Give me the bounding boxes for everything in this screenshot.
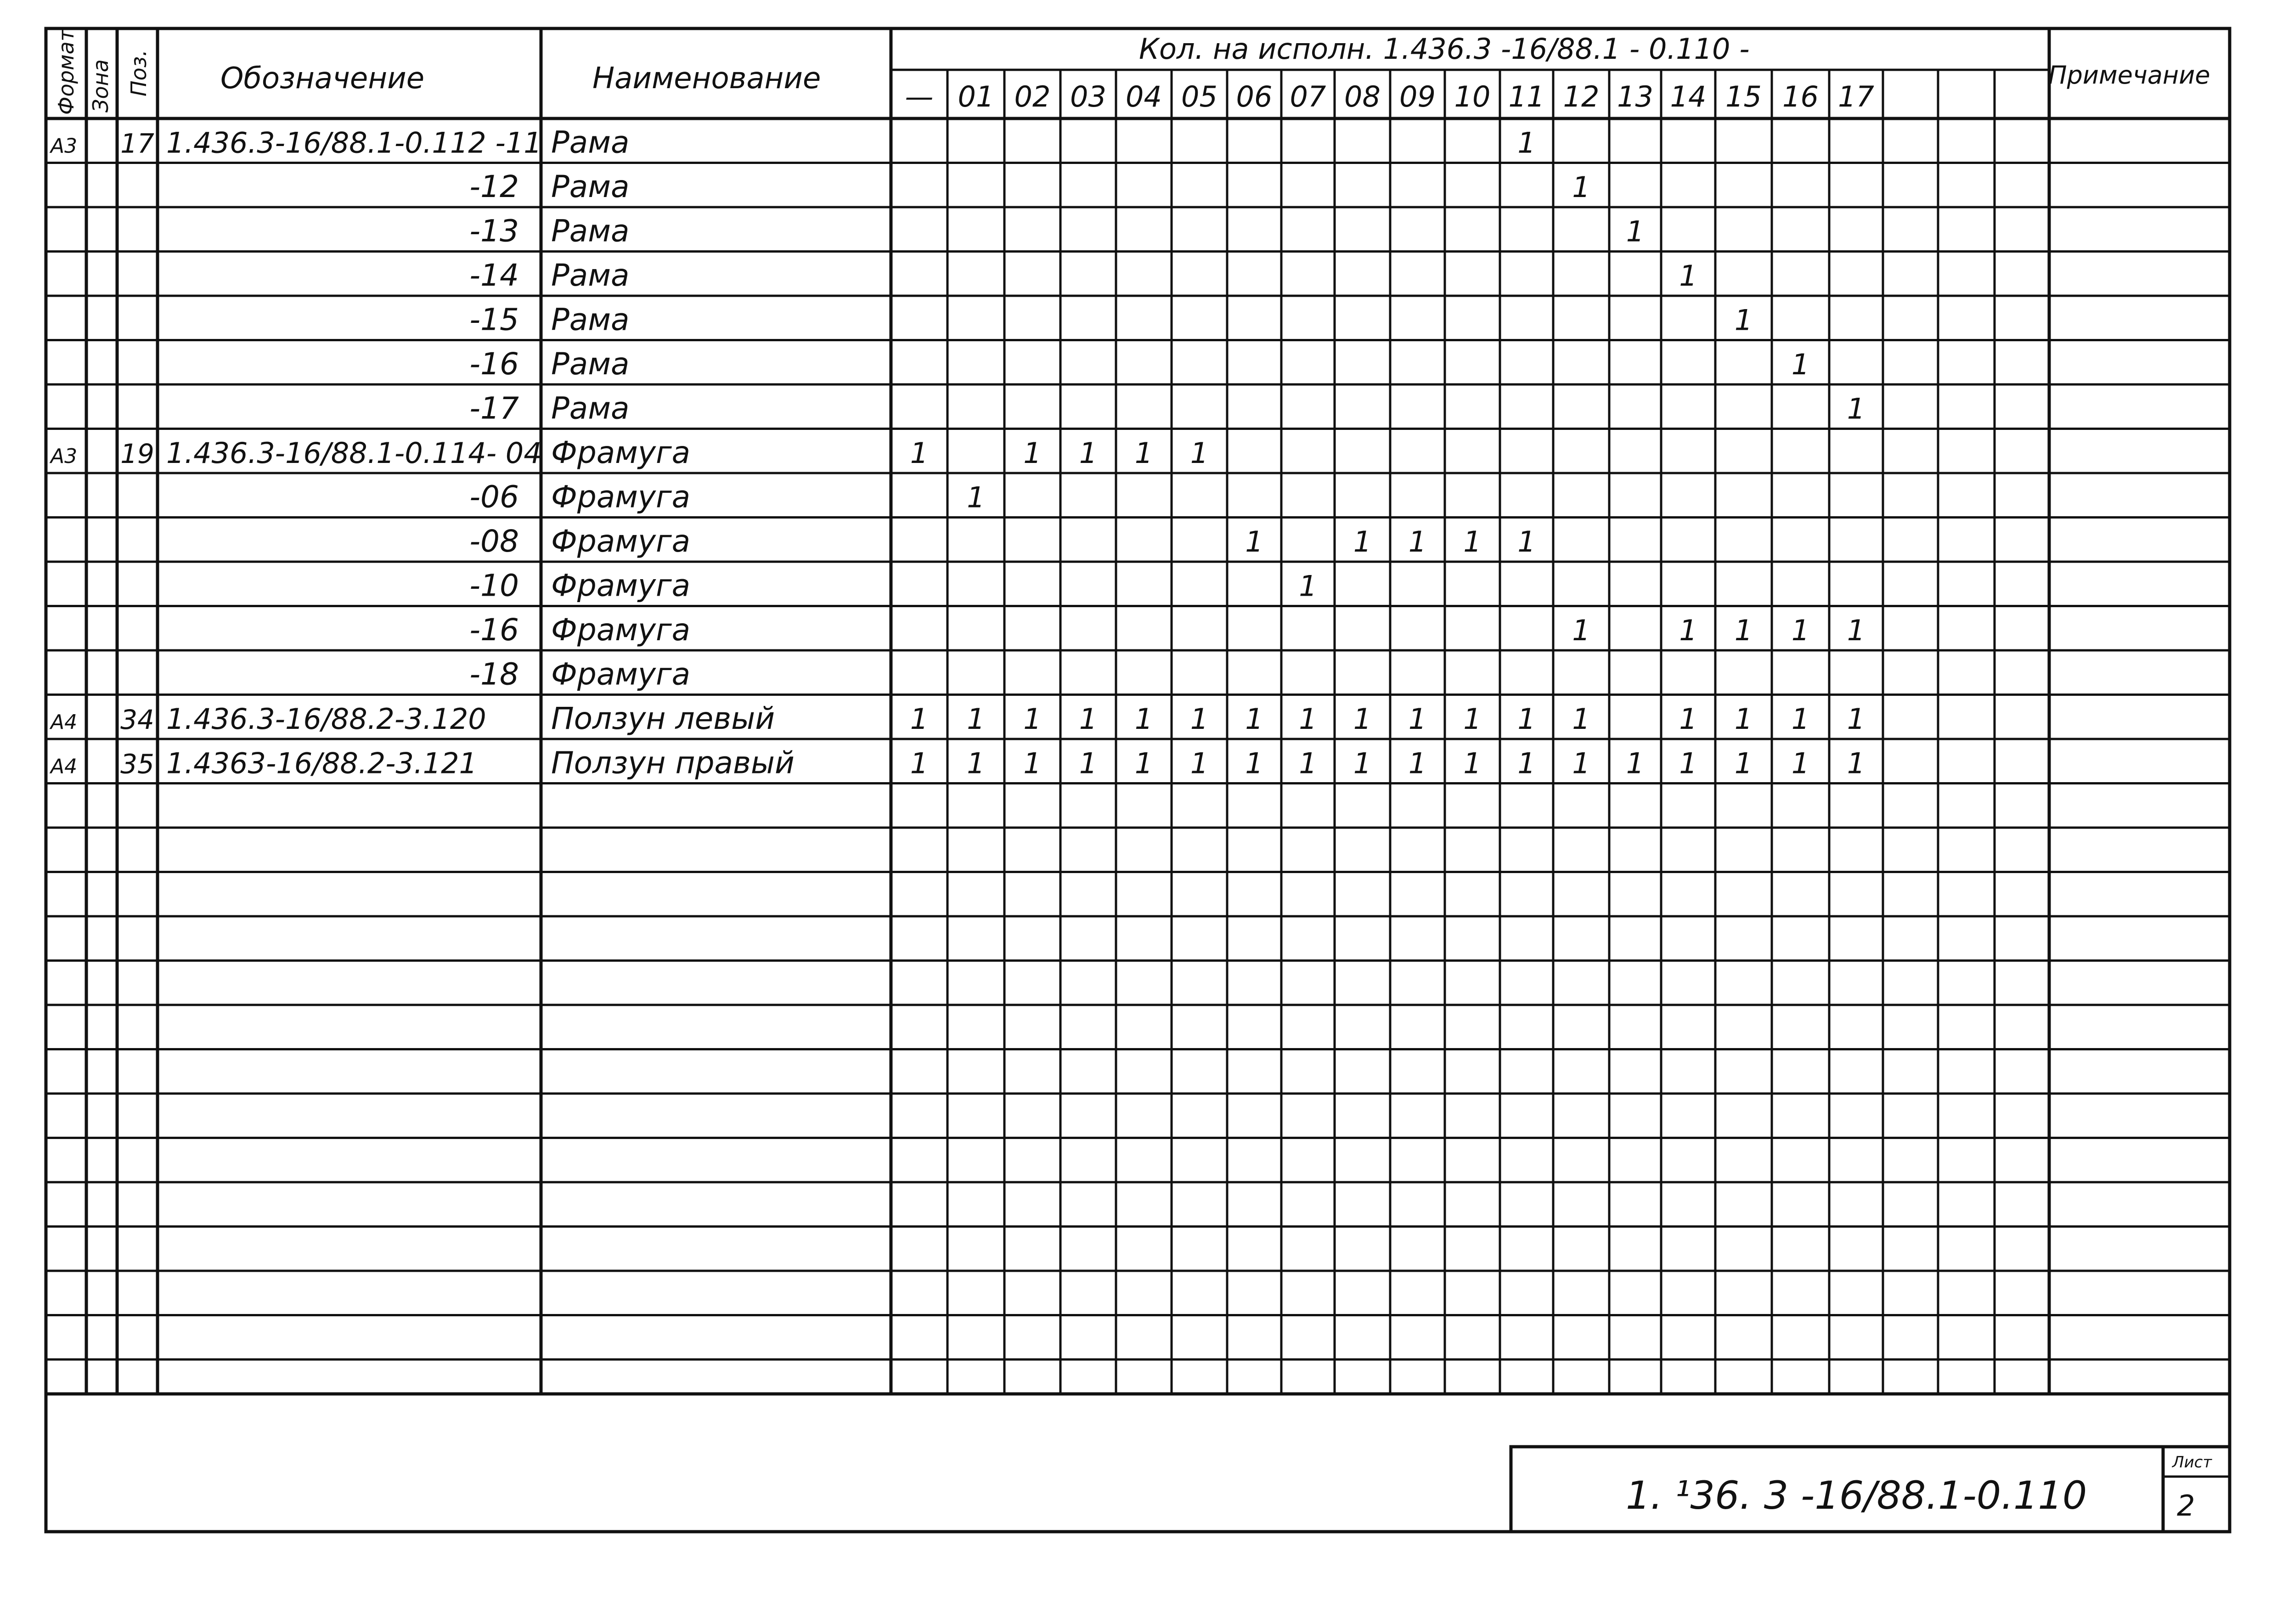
variant-label: 11 [1508, 80, 1545, 113]
row-name: Фрамуга [551, 568, 691, 603]
variant-label: 09 [1399, 80, 1436, 113]
row-format: А4 [51, 710, 78, 734]
row-name: Рама [551, 390, 630, 426]
row-name: Фрамуга [551, 524, 691, 559]
row-name: Рама [551, 346, 630, 382]
qty-cell: 1 [1572, 702, 1590, 736]
qty-cell: 1 [1190, 436, 1209, 470]
qty-cell: 1 [1190, 746, 1209, 780]
table-row [469, 391, 1865, 426]
row-position: 35 [120, 748, 154, 780]
qty-cell: 1 [1572, 614, 1590, 647]
qty-cell: 1 [1626, 214, 1645, 248]
row-name: Рама [551, 124, 630, 160]
row-position: 19 [120, 438, 154, 469]
row-name: Рама [551, 169, 630, 204]
qty-cell: 1 [1791, 348, 1810, 381]
variant-label: 12 [1563, 80, 1600, 113]
row-format: А3 [51, 134, 78, 158]
row-designation-suffix: -08 [469, 524, 519, 559]
qty-cell: 1 [1134, 436, 1153, 470]
qty-cell: 1 [1134, 746, 1153, 780]
row-designation-suffix: -14 [469, 258, 519, 293]
qty-cell: 1 [1299, 702, 1317, 736]
outer-frame [46, 28, 2230, 1532]
row-name: Фрамуга [551, 656, 691, 692]
variant-label: 10 [1454, 80, 1491, 113]
table-row [49, 125, 1536, 160]
row-designation-suffix: -13 [469, 213, 519, 249]
variant-label: 02 [1014, 80, 1051, 113]
qty-cell: 1 [1023, 436, 1042, 470]
table-row [469, 169, 1590, 204]
table-row [469, 214, 1644, 249]
header-zone: Зона [88, 59, 113, 113]
qty-cell: 1 [1023, 702, 1042, 736]
qty-cell: 1 [1299, 569, 1317, 603]
qty-cell: 1 [1734, 303, 1753, 337]
qty-cell: 1 [1679, 259, 1697, 293]
qty-cell: 1 [1847, 392, 1865, 426]
qty-cell: 1 [1734, 614, 1753, 647]
qty-cell: 1 [1791, 746, 1810, 780]
variant-label: 08 [1344, 80, 1381, 113]
table-grid [46, 28, 2230, 1532]
row-designation-suffix: -10 [469, 568, 519, 603]
qty-cell: 1 [1463, 746, 1482, 780]
row-designation: 1.436.3-16/88.1-0.112 -11 [166, 126, 542, 160]
header-pos: Поз. [126, 50, 151, 96]
variant-label: 15 [1725, 80, 1762, 113]
row-position: 34 [120, 704, 154, 735]
row-designation-suffix: -15 [469, 302, 519, 338]
row-name: Рама [551, 302, 630, 338]
sheet-label: Лист [2172, 1453, 2212, 1472]
table-row [469, 258, 1697, 293]
table-row [49, 701, 1865, 736]
header-format: Формат [54, 29, 79, 115]
qty-cell: 1 [1679, 746, 1697, 780]
variant-label: 03 [1070, 80, 1106, 113]
qty-cell: 1 [910, 746, 929, 780]
row-position: 17 [120, 128, 154, 159]
table-row [49, 745, 1865, 781]
qty-cell: 1 [1734, 746, 1753, 780]
table-row [469, 479, 985, 515]
row-designation-suffix: -12 [469, 169, 519, 204]
qty-cell: 1 [1847, 614, 1865, 647]
row-name: Фрамуга [551, 435, 691, 470]
variant-label: 16 [1782, 80, 1819, 113]
variant-label: — [905, 80, 934, 113]
row-name: Фрамуга [551, 612, 691, 648]
table-row [469, 657, 690, 692]
qty-cell: 1 [1190, 702, 1209, 736]
qty-cell: 1 [1791, 702, 1810, 736]
qty-cell: 1 [967, 746, 985, 780]
qty-cell: 1 [1572, 746, 1590, 780]
row-designation-suffix: -06 [469, 479, 519, 515]
qty-cell: 1 [1408, 525, 1427, 558]
table-row [49, 435, 1208, 470]
row-name: Рама [551, 258, 630, 293]
qty-cell: 1 [1023, 746, 1042, 780]
qty-cell: 1 [1517, 126, 1536, 160]
qty-cell: 1 [910, 702, 929, 736]
qty-cell: 1 [1463, 702, 1482, 736]
variant-label: 06 [1236, 80, 1273, 113]
row-designation-suffix: -17 [469, 390, 519, 426]
qty-cell: 1 [1299, 746, 1317, 780]
qty-cell: 1 [1353, 702, 1372, 736]
variant-label: 14 [1670, 80, 1707, 113]
qty-cell: 1 [1847, 702, 1865, 736]
row-designation: 1.436.3-16/88.2-3.120 [166, 702, 486, 736]
qty-cell: 1 [1408, 746, 1427, 780]
row-name: Фрамуга [551, 479, 691, 515]
qty-cell: 1 [1847, 746, 1865, 780]
variant-label: 17 [1838, 80, 1874, 113]
qty-cell: 1 [1572, 170, 1590, 204]
qty-cell: 1 [1353, 746, 1372, 780]
row-designation: 1.436.3-16/88.1-0.114- 04 [166, 436, 542, 470]
sheet-number: 2 [2177, 1489, 2195, 1522]
header-designation: Обозначение [220, 62, 425, 96]
variant-label: 13 [1617, 80, 1653, 113]
qty-cell: 1 [1517, 525, 1536, 558]
table-row [469, 524, 1536, 559]
variant-label: 04 [1126, 80, 1162, 113]
qty-cell: 1 [1791, 614, 1810, 647]
row-designation-suffix: -18 [469, 656, 519, 692]
title-block [1626, 1453, 2212, 1522]
table-row [469, 302, 1753, 338]
qty-cell: 1 [1079, 702, 1098, 736]
row-name: Ползун левый [551, 701, 775, 736]
header-note: Примечание [2048, 61, 2210, 90]
document-number: 1. ¹36. 3 -16/88.1-0.110 [1626, 1473, 2087, 1518]
qty-cell: 1 [1679, 702, 1697, 736]
row-designation: 1.4363-16/88.2-3.121 [166, 746, 478, 780]
qty-cell: 1 [1626, 746, 1645, 780]
qty-cell: 1 [1245, 746, 1263, 780]
qty-cell: 1 [1353, 525, 1372, 558]
row-designation-suffix: -16 [469, 346, 519, 382]
table-row [469, 568, 1317, 603]
table-row [469, 612, 1865, 648]
qty-cell: 1 [1517, 746, 1536, 780]
qty-cell: 1 [910, 436, 929, 470]
row-format: А4 [51, 755, 78, 778]
qty-cell: 1 [1679, 614, 1697, 647]
row-name: Рама [551, 213, 630, 249]
row-designation-suffix: -16 [469, 612, 519, 648]
qty-cell: 1 [1408, 702, 1427, 736]
qty-cell: 1 [967, 702, 985, 736]
qty-cell: 1 [1245, 702, 1263, 736]
table-rows [49, 125, 1865, 781]
qty-cell: 1 [1079, 436, 1098, 470]
header-qty-title: Кол. на исполн. 1.436.3 -16/88.1 - 0.110 - [1139, 32, 1750, 66]
qty-cell: 1 [1734, 702, 1753, 736]
header-name: Наименование [592, 62, 821, 96]
variant-label: 01 [958, 80, 994, 113]
qty-cell: 1 [1134, 702, 1153, 736]
qty-cell: 1 [1079, 746, 1098, 780]
qty-cell: 1 [1517, 702, 1536, 736]
variant-label: 07 [1290, 80, 1326, 113]
qty-cell: 1 [1245, 525, 1263, 558]
qty-cell: 1 [1463, 525, 1482, 558]
qty-cell: 1 [967, 480, 985, 514]
row-format: А3 [51, 445, 78, 468]
variant-label: 05 [1181, 80, 1217, 113]
row-name: Ползун правый [551, 745, 795, 781]
